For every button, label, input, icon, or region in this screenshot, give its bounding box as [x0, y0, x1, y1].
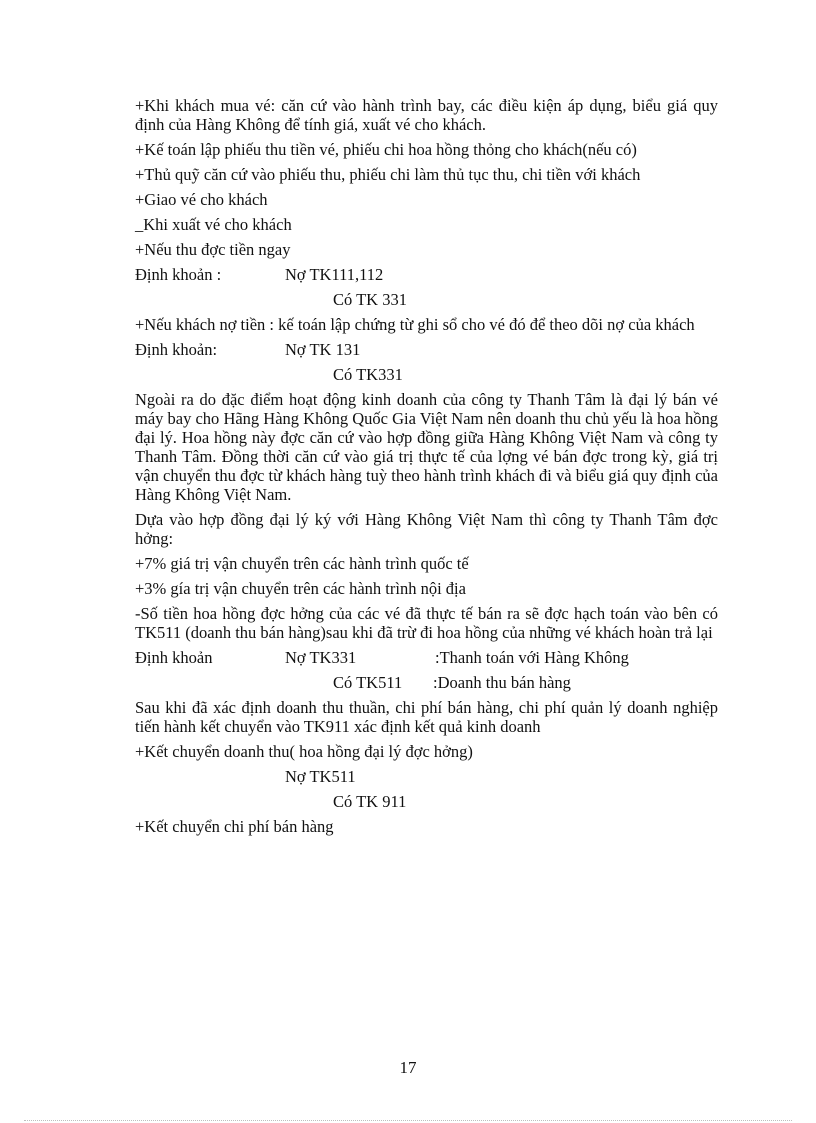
paragraph: +3% gía trị vận chuyển trên các hành trình nội địa — [135, 579, 466, 598]
entry-label: Định khoản : — [135, 265, 222, 284]
journal-entry-row — [135, 265, 718, 284]
journal-entry-row — [135, 673, 718, 692]
paragraph: +Kế toán lập phiếu thu tiền vé, phiếu chi hoa hồng thỏng cho khách(nếu có) — [135, 140, 637, 159]
entry-credit: Có TK 911 — [333, 792, 407, 811]
journal-entry-row — [135, 340, 718, 359]
journal-entry-row — [135, 365, 718, 384]
entry-debit: Nợ TK331 — [285, 648, 357, 667]
paragraph: +Nếu khách nợ tiền : kế toán lập chứng từ ghi sổ cho vé đó để theo dõi nợ của khách — [135, 315, 695, 334]
journal-entry-row — [135, 648, 718, 667]
paragraph: +Nếu thu đợc tiền ngay — [135, 240, 291, 259]
page-number: 17 — [399, 1058, 417, 1077]
entry-credit: Có TK511 — [333, 673, 403, 692]
entry-debit: Nợ TK 131 — [285, 340, 361, 359]
paragraph: +Khi khách mua vé: căn cứ vào hành trình bay, các điều kiện áp dụng, biểu giá quy định của Hàng Không để tính giá, xuất vé cho khách. — [135, 96, 718, 134]
entry-label: Định khoản: — [135, 340, 218, 359]
paragraph: _Khi xuất vé cho khách — [135, 215, 292, 234]
page-content — [135, 96, 718, 842]
entry-credit: Có TK 331 — [333, 290, 407, 309]
journal-entry-row — [135, 792, 718, 811]
paragraph: -Số tiền hoa hồng đợc hởng của các vé đã thực tế bán ra sẽ đợc hạch toán vào bên có TK511 (doanh thu bán hàng)sau khi đã trừ đi hoa hồng của những vé khách hoàn trả lại — [135, 604, 718, 642]
entry-debit-note: :Thanh toán với Hàng Không — [435, 648, 629, 667]
paragraph: Sau khi đã xác định doanh thu thuần, chi phí bán hàng, chi phí quản lý doanh nghiệp tiến hành kết chuyển vào TK911 xác định kết quả kinh doanh — [135, 698, 718, 736]
paragraph: Dựa vào hợp đồng đại lý ký với Hàng Không Việt Nam thì công ty Thanh Tâm đợc hởng: — [135, 510, 718, 548]
entry-credit: Có TK331 — [333, 365, 403, 384]
journal-entry-row — [135, 767, 718, 786]
paragraph: +7% giá trị vận chuyển trên các hành trình quốc tế — [135, 554, 469, 573]
paragraph: +Giao vé cho khách — [135, 190, 268, 209]
paragraph: +Kết chuyển chi phí bán hàng — [135, 817, 334, 836]
paragraph: +Kết chuyển doanh thu( hoa hồng đại lý đợc hởng) — [135, 742, 473, 761]
page-bottom-divider — [24, 1120, 792, 1121]
paragraph: +Thủ quỹ căn cứ vào phiếu thu, phiếu chi làm thủ tục thu, chi tiền với khách — [135, 165, 641, 184]
paragraph: Ngoài ra do đặc điểm hoạt động kinh doanh của công ty Thanh Tâm là đại lý bán vé máy bay cho Hãng Hàng Không Quốc Gia Việt Nam nên doanh thu chủ yếu là hoa hồng đại lý. Hoa hồng này đợc căn cứ vào hợp đồng giữa Hàng Không Việt Nam và công ty Thanh Tâm. Đồng thời căn cứ vào giá trị thực tế của lợng vé bán đợc trong kỳ, giá trị vận chuyển thu đợc từ khách hàng tuỳ theo hành trình khách đi và biểu giá quy định của Hàng Không Việt Nam. — [135, 390, 718, 504]
journal-entry-row — [135, 290, 718, 309]
entry-debit: Nợ TK111,112 — [285, 265, 384, 284]
entry-credit-note: :Doanh thu bán hàng — [433, 673, 571, 692]
entry-debit: Nợ TK511 — [285, 767, 356, 786]
entry-label: Định khoản — [135, 648, 213, 667]
